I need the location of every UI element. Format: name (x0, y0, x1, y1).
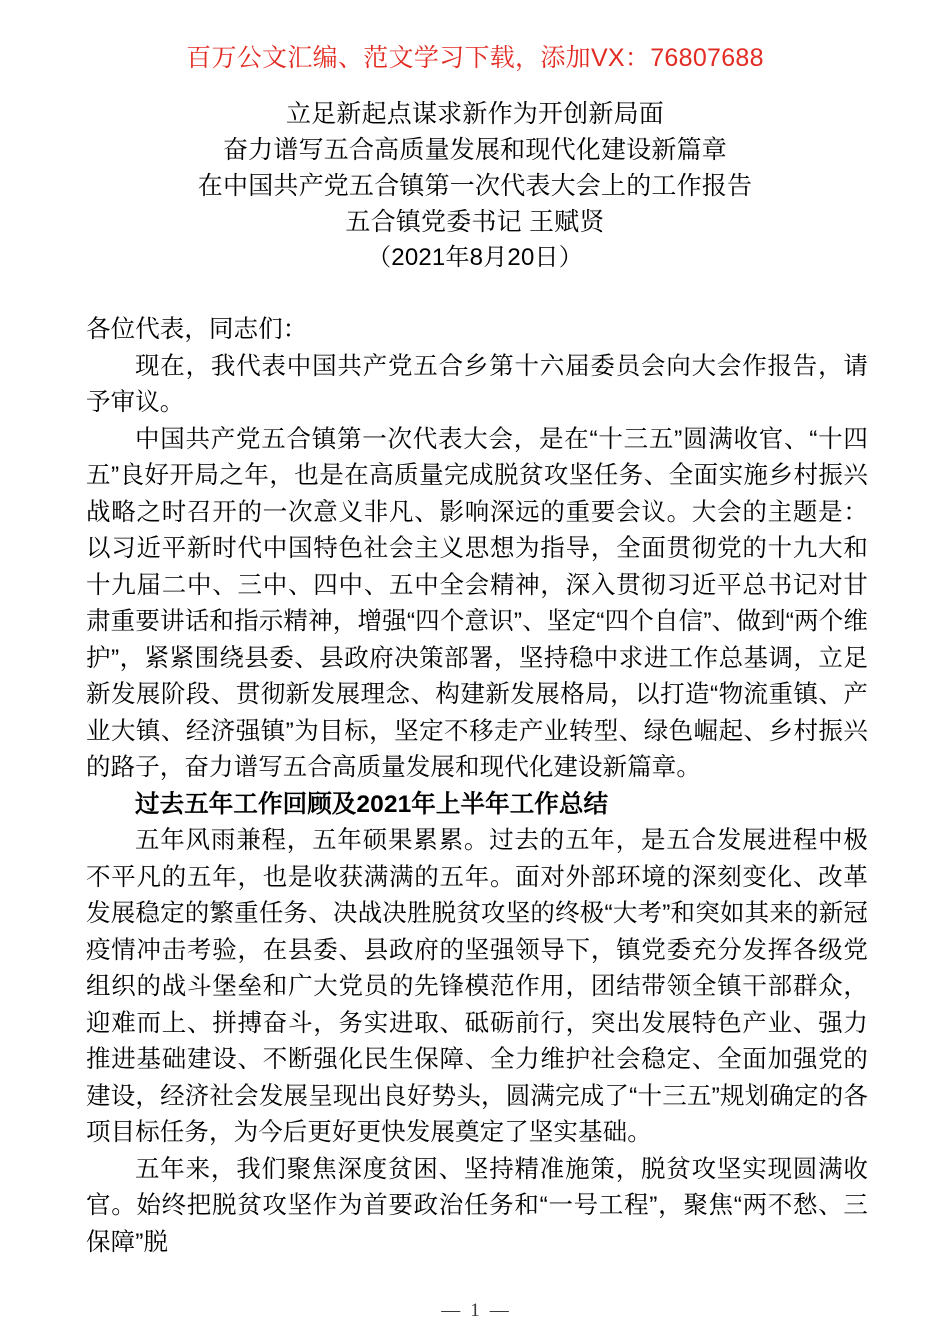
paragraph-poverty-alleviation: 五年来，我们聚焦深度贫困、坚持精准施策，脱贫攻坚实现圆满收官。始终把脱贫攻坚作为首要政治任务和“一号工程”，聚焦“两不愁、三保障”脱 (86, 1155, 868, 1256)
paragraph-five-year-review: 五年风雨兼程，五年硕果累累。过去的五年，是五合发展进程中极不平凡的五年，也是收获满满的五年。面对外部环境的深刻变化、改革发展稳定的繁重任务、决战决胜脱贫攻坚的终极“大考”和突如其来的新冠疫情冲击考验，在县委、县政府的坚强领导下，镇党委充分发挥各级党组织的战斗堡垒和广大党员的先锋模范作用，团结带领全镇干部群众，迎难而上、拼搏奋斗，务实进取、砥砺前行，突出发展特色产业、强力推进基础建设、不断强化民生保障、全力维护社会稳定、全面加强党的建设，经济社会发展呈现出良好势头，圆满完成了“十三五”规划确定的各项目标任务，为今后更好更快发展奠定了坚实基础。 (86, 827, 868, 1146)
title-line-3: 在中国共产党五合镇第一次代表大会上的工作报告 (197, 172, 753, 200)
footer-dash-left: — (441, 1300, 461, 1321)
footer-page-number: 1 (470, 1300, 480, 1321)
page-footer (0, 1300, 950, 1322)
title-author: 五合镇党委书记 王赋贤 (345, 208, 605, 236)
footer-dash-right: — (489, 1300, 509, 1321)
paragraph-congress-theme: 中国共产党五合镇第一次代表大会，是在“十三五”圆满收官、“十四五”良好开局之年，也是在高质量完成脱贫攻坚任务、全面实施乡村振兴战略之时召开的一次意义非凡、影响深远的重要会议。大会的主题是：以习近平新时代中国特色社会主义思想为指导，全面贯彻党的十九大和十九届二中、三中、四中、五中全会精神，深入贯彻习近平总书记对甘肃重要讲话和指示精神，增强“四个意识”、坚定“四个自信”、做到“两个维护”，紧紧围绕县委、县政府决策部署，坚持稳中求进工作总基调，立足新发展阶段、贯彻新发展理念、构建新发展格局，以打造“物流重镇、产业大镇、经济强镇”为目标，坚定不移走产业转型、绿色崛起、乡村振兴的路子，奋力谱写五合高质量发展和现代化建设新篇章。 (86, 425, 868, 781)
document-title-block (0, 96, 950, 276)
paragraph-salutation: 各位代表，同志们： (86, 316, 308, 343)
title-line-2: 奋力谱写五合高质量发展和现代化建设新篇章 (222, 136, 727, 164)
promo-header-text: 百万公文汇编、范文学习下载，添加VX：76807688 (186, 44, 764, 72)
title-date: （2021年8月20日） (367, 244, 583, 271)
section-heading-past-five-years: 过去五年工作回顾及2021年上半年工作总结 (135, 790, 609, 818)
paragraph-opening: 现在，我代表中国共产党五合乡第十六届委员会向大会作报告，请予审议。 (86, 352, 868, 416)
title-line-1: 立足新起点谋求新作为开创新局面 (285, 100, 664, 128)
document-body (86, 312, 868, 1261)
